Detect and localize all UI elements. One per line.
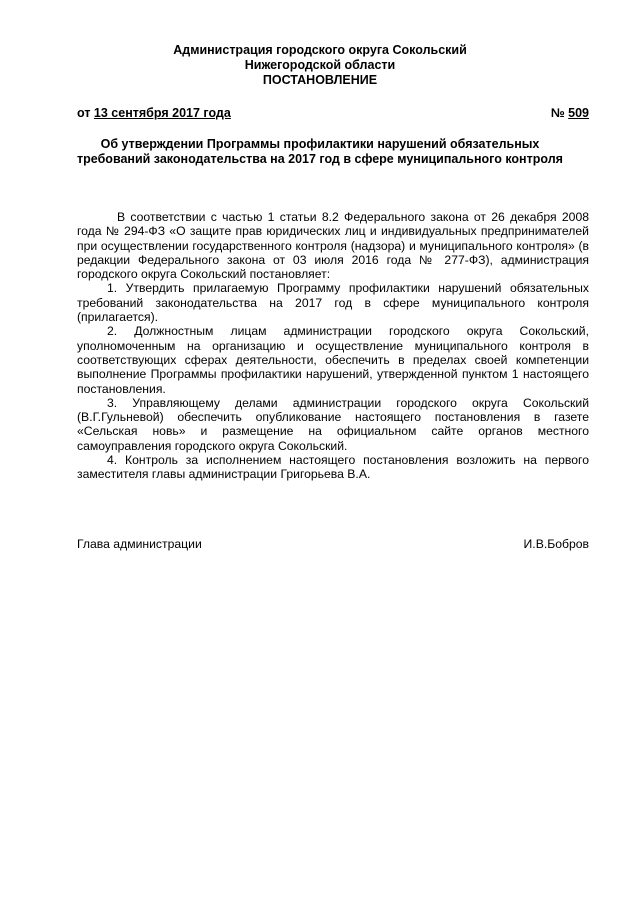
document-number: [551, 106, 589, 120]
clause-1: 1. Утвердить прилагаемую Программу профилактики нарушений обязательных требований законодательства на 2017 год в сфере муниципального контроля (прилагается).: [77, 281, 589, 325]
signatory-name: И.В.Бобров: [523, 537, 589, 551]
header-document-type: ПОСТАНОВЛЕНИЕ: [262, 73, 378, 87]
signature-block: [77, 537, 589, 553]
date-value: 13 сентября 2017 года: [93, 106, 231, 120]
document-date: [77, 106, 231, 120]
number-value: 509: [568, 106, 589, 120]
number-prefix: №: [550, 106, 569, 120]
date-prefix: от: [77, 106, 94, 120]
clause-2: 2. Должностным лицам администрации городского округа Сокольский, уполномоченным на организацию и осуществление муниципального контроля в соответствующих сферах деятельности, обеспечить в пределах своей компетенции выполнение Программы профилактики нарушений, утвержденной пунктом 1 настоящего постановления.: [77, 324, 589, 396]
signatory-position: Глава администрации: [77, 537, 202, 551]
document-body: [77, 210, 589, 482]
document-title: [40, 137, 600, 167]
date-number-line: [77, 106, 589, 122]
header-organization: Администрация городского округа Сокольский: [173, 43, 467, 57]
clause-3: 3. Управляющему делами администрации городского округа Сокольский (В.Г.Гульневой) обеспечить опубликование настоящего постановления в газете «Сельская новь» и размещение на официальном сайте органов местного самоуправления городского округа Сокольский.: [77, 395, 589, 453]
document-header: [0, 43, 640, 88]
preamble-paragraph: В соответствии с частью 1 статьи 8.2 Федерального закона от 26 декабря 2008 года № 294-ФЗ «О защите прав юридических лиц и индивидуальных предпринимателей при осуществлении государственного контроля (надзора) и муниципального контроля» (в редакции Федерального закона от 03 июля 2016 года № 277-ФЗ), администрация городского округа Сокольский постановляет:: [77, 210, 589, 282]
title-line-1: Об утверждении Программы профилактики нарушений обязательных: [100, 137, 540, 151]
clause-4: 4. Контроль за исполнением настоящего постановления возложить на первого заместителя главы администрации Григорьева В.А.: [77, 453, 589, 482]
header-region: Нижегородской области: [244, 58, 396, 72]
title-line-2: требований законодательства на 2017 год в сфере муниципального контроля: [77, 152, 563, 166]
